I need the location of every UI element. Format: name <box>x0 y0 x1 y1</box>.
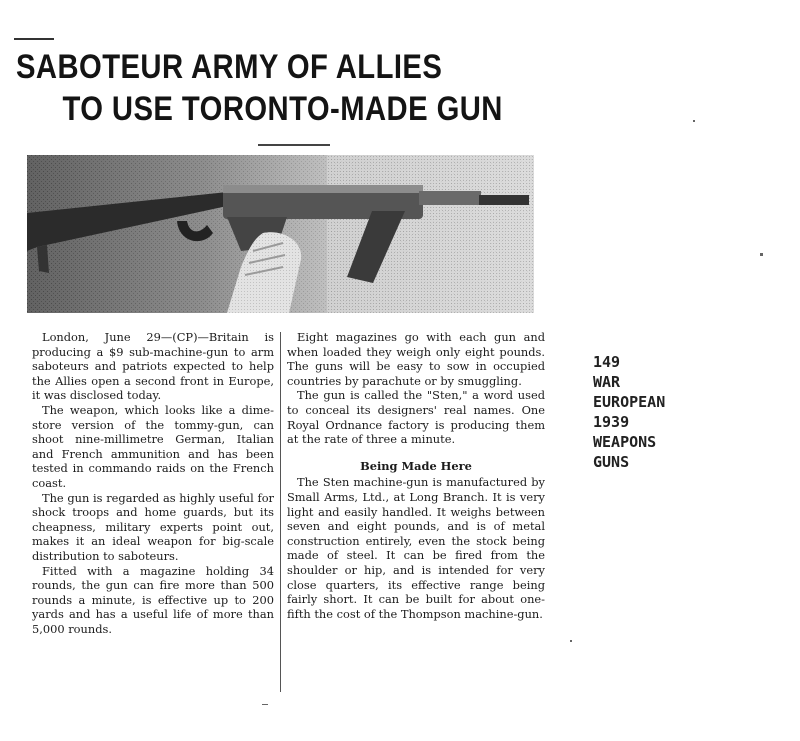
paragraph: The weapon, which looks like a dime-store version of the tommy-gun, can shoot nine-millimetre German, Italian and French ammunition and has been tested in commando raids on the French coast. <box>32 402 274 490</box>
headline-line-2: TO USE TORONTO-MADE GUN <box>62 90 503 128</box>
paragraph: The gun is regarded as highly useful for shock troops and home guards, but its cheapness, military experts point out, makes it an ideal weapon for big-scale distribution to saboteurs. <box>32 490 274 563</box>
scan-speck <box>570 640 572 642</box>
stamp-line: GUNS <box>593 453 630 471</box>
paragraph: The gun is called the "Sten," a word used to conceal its designers' real names. One Royal Ordnance factory is producing them at the rate of three a minute. <box>287 388 545 447</box>
paragraph: Eight magazines go with each gun and when loaded they weigh only eight pounds. The guns will be easy to sow in occupied countries by parachute or by smuggling. <box>287 330 545 388</box>
headline-line-1: SABOTEUR ARMY OF ALLIES <box>16 48 443 86</box>
paragraph: The Sten machine-gun is manufactured by Small Arms, Ltd., at Long Branch. It is very light and easily handled. It weighs between seven and eight pounds, and is of metal construction entirely, even the stock being made of steel. It can be fired from the shoulder or hip, and is intended for very close quarters, its effective range being fairly short. It can be built for about one-fifth the cost of the Thompson machine-gun. <box>287 475 545 621</box>
top-rule <box>14 38 54 40</box>
paragraph: Fitted with a magazine holding 34 rounds, the gun can fire more than 500 rounds a minute, is effective up to 200 yards and has a useful life of more than 5,000 rounds. <box>32 563 274 636</box>
scan-speck <box>693 120 695 122</box>
article-column-2 <box>287 330 545 621</box>
scan-speck <box>760 253 763 256</box>
article-column-1 <box>32 330 274 636</box>
scan-speck <box>262 704 268 705</box>
paragraph: London, June 29—(CP)—Britain is producing a $9 sub-machine-gun to arm saboteurs and patriots expected to help the Allies open a second front in Europe, it was disclosed today. <box>32 330 274 403</box>
sten-gun-photo <box>27 155 534 313</box>
headline <box>16 46 503 130</box>
archive-stamp <box>593 352 665 472</box>
stamp-line: WEAPONS <box>593 433 657 451</box>
stamp-line: 1939 <box>593 413 630 431</box>
stamp-line: EUROPEAN <box>593 393 666 411</box>
stamp-line: 149 <box>593 353 621 371</box>
column-divider <box>280 332 281 692</box>
stamp-line: WAR <box>593 373 621 391</box>
subheading: Being Made Here <box>360 458 472 473</box>
headline-divider <box>258 144 330 146</box>
